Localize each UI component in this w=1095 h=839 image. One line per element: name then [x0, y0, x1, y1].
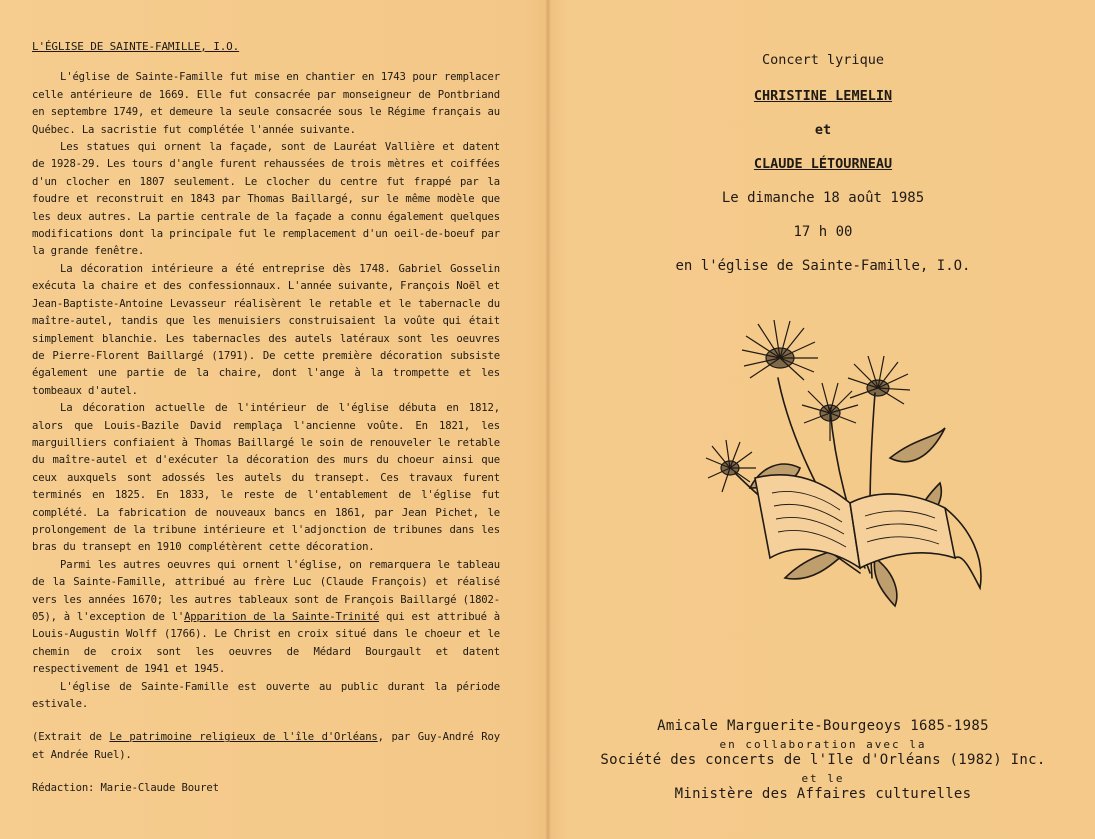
paragraph-1: L'église de Sainte-Famille fut mise en chantier en 1743 pour remplacer celle antérieure de 1669. Elle fut consacrée par monseigneur de Pontbriand en septembre 1749, et demeure la seule consacrée sous le Régime français au Québec. La sacristie fut complétée l'année suivante.: [32, 71, 500, 136]
redaction-credit: Rédaction: Marie-Claude Bouret: [32, 782, 219, 795]
concert-venue: en l'église de Sainte-Famille, I.O.: [675, 258, 971, 274]
left-page: [32, 38, 500, 798]
footer-et-le: et le: [801, 772, 845, 785]
painting-title: Apparition de la Sainte-Trinité: [184, 611, 380, 623]
paragraph-3: La décoration intérieure a été entreprise dès 1748. Gabriel Gosselin exécuta la chaire et des confessionnaux. L'année suivante, François Noël et Jean-Baptiste-Antoine Levasseur réalisèrent le retable et le tabernacle du maître-autel, tandis que les menuisiers construisaient la voûte qui était simplement blanchie. Les tabernacles des autels latéraux sont les oeuvres de Pierre-Florent Baillargé (1791). De cette première décoration subsiste également une partie de la chaire, dont l'ange à la trompette et les tombeaux d'autel.: [32, 262, 500, 397]
source-b: , par Guy-André Roy et Andrée Ruel).: [32, 731, 500, 761]
concert-date: Le dimanche 18 août 1985: [721, 190, 925, 206]
paragraph-5-b: qui est attribué à Louis-Augustin Wolff (1766). Le Christ en croix situé dans le choeur et le chemin de croix sont les oeuvres de Médard Bourgault et datent respectivement de 1941 et 1945.: [32, 611, 500, 676]
artist-2: CLAUDE LÉTOURNEAU: [753, 156, 893, 172]
source-a: (Extrait de: [32, 731, 110, 744]
paragraph-4: La décoration actuelle de l'intérieur de l'église débuta en 1812, alors que Louis-Bazile David remplaça l'ancienne voûte. En 1821, les marguilliers confiaient à Thomas Baillargé le soin de renouveler le retable du maître-autel et d'exécuter la décoration des murs du choeur ainsi que ceux auxquels sont adossés les autels du transept. Ces travaux furent terminés en 1825. En 1833, le reste de l'entablement de l'église fut complété. La fabrication de nouveaux bancs en 1861, par Jean Pichet, le prolongement de la tribune intérieure et l'adjonction de tribunes dans les bras du transept en 1910 complétèrent cette décoration.: [32, 402, 500, 554]
footer-collaboration: en collaboration avec la: [719, 738, 927, 751]
footer-societe: Société des concerts de l'Ile d'Orléans (1982) Inc.: [600, 752, 1046, 768]
paragraph-5: [32, 557, 500, 679]
concert-title: Concert lyrique: [762, 52, 884, 68]
footer-amicale: Amicale Marguerite-Bourgeoys 1685-1985: [657, 718, 989, 734]
and-word: et: [814, 122, 832, 138]
source-citation: [32, 729, 500, 764]
church-heading: L'ÉGLISE DE SAINTE-FAMILLE, I.O.: [32, 40, 240, 53]
footer-ministere: Ministère des Affaires culturelles: [674, 786, 972, 802]
flowers-and-open-book-illustration: [700, 318, 1000, 608]
paragraph-5-a: Parmi les autres oeuvres qui ornent l'église, on remarquera le tableau de la Sainte-Famille, attribué au frère Luc (Claude François) et réalisé vers les années 1670; les autres tableaux sont de François Baillargé (1802-05), à l'exception de l': [32, 558, 500, 623]
concert-time: 17 h 00: [793, 224, 853, 240]
paragraph-6: L'église de Sainte-Famille est ouverte au public durant la période estivale.: [32, 680, 500, 711]
paragraph-2: Les statues qui ornent la façade, sont de Lauréat Vallière et datent de 1928-29. Les tours d'angle furent rehaussées de trois mètres et coiffées d'un clocher en 1807 seulement. Le clocher du centre fut frappé par la foudre et reconstruit en 1843 par Thomas Baillargé, sur le même modèle que les deux autres. La partie centrale de la façade a connu également quelques modifications dont la principale fut le remplacement d'un oeil-de-boeuf par la grande fenêtre.: [32, 141, 500, 258]
source-book-title: Le patrimoine religieux de l'île d'Orléans: [109, 731, 378, 744]
artist-1: CHRISTINE LEMELIN: [753, 88, 893, 104]
